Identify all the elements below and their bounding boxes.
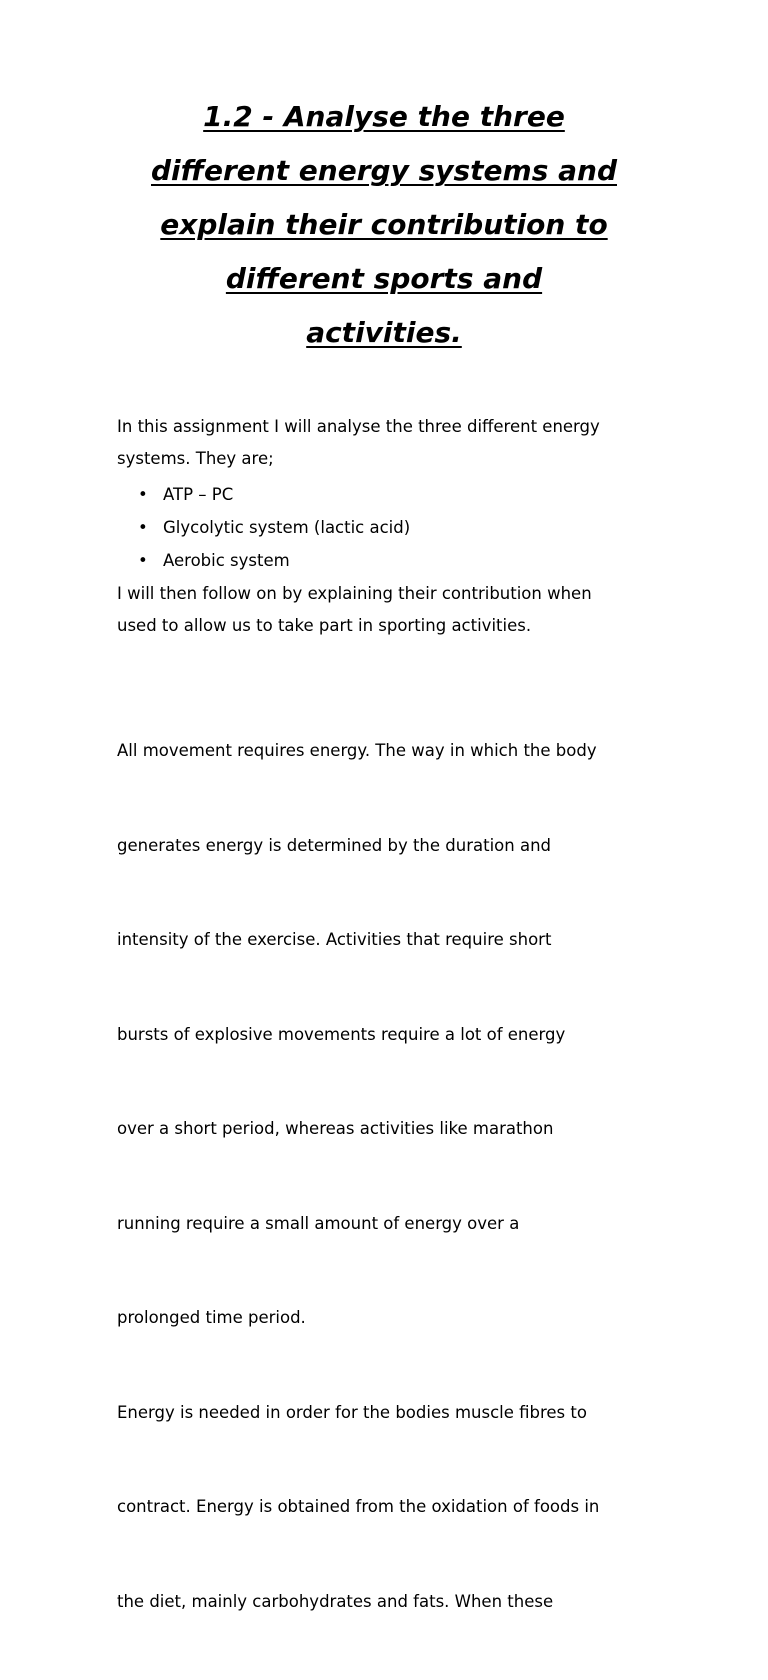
bullet-icon: • xyxy=(138,551,148,570)
text-line: Energy is needed in order for the bodies muscle fibres to xyxy=(117,1402,587,1422)
list-item-text: ATP – PC xyxy=(163,485,234,504)
text-line: I will then follow on by explaining their contribution when xyxy=(117,584,592,603)
title-line: different sports and xyxy=(225,262,543,295)
list-item xyxy=(117,544,677,577)
title-line: different energy systems and xyxy=(151,154,617,187)
followup-paragraph xyxy=(117,578,677,641)
text-line: generates energy is determined by the duration and xyxy=(117,835,552,855)
text-line: the diet, mainly carbohydrates and fats. When these xyxy=(117,1591,554,1611)
text-line: contract. Energy is obtained from the oxidation of foods in xyxy=(117,1497,600,1516)
text-line: bursts of explosive movements require a lot of energy xyxy=(117,1024,566,1044)
text-line: systems. They are; xyxy=(117,448,274,468)
list-item xyxy=(117,478,677,511)
list-item-text: Aerobic system xyxy=(163,551,290,570)
energy-systems-list xyxy=(117,478,677,577)
energy-paragraph xyxy=(117,672,677,1680)
text-line: running require a small amount of energy over a xyxy=(117,1213,520,1233)
list-item xyxy=(117,511,677,544)
intro-paragraph xyxy=(117,411,677,474)
text-line: All movement requires energy. The way in which the body xyxy=(117,741,597,760)
text-line: In this assignment I will analyse the three different energy xyxy=(117,417,600,436)
list-item-text: Glycolytic system (lactic acid) xyxy=(163,518,411,537)
text-line: prolonged time period. xyxy=(117,1308,306,1327)
title-line: explain their contribution to xyxy=(160,208,608,241)
title-line: 1.2 - Analyse the three xyxy=(203,100,565,133)
document-title xyxy=(100,90,668,360)
bullet-icon: • xyxy=(138,518,148,537)
text-line: over a short period, whereas activities like marathon xyxy=(117,1119,554,1138)
text-line: intensity of the exercise. Activities that require short xyxy=(117,930,552,949)
bullet-icon: • xyxy=(138,485,148,504)
text-line: used to allow us to take part in sporting activities. xyxy=(117,615,532,635)
title-line: activities. xyxy=(306,316,462,349)
